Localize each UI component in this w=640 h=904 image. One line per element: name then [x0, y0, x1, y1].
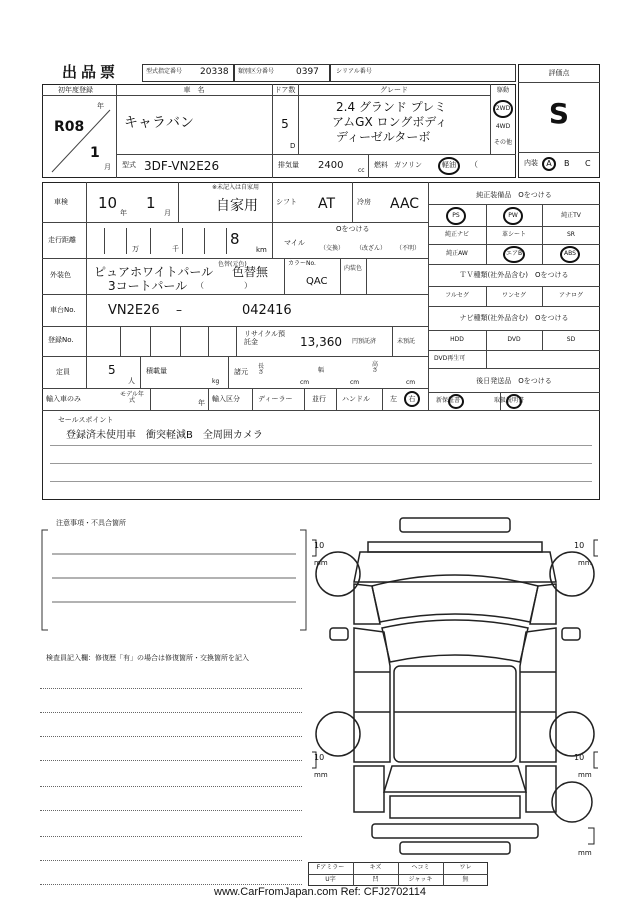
doors-value: 5: [281, 117, 289, 131]
interior-label: 内装: [524, 159, 538, 167]
form-title: 出品票: [62, 63, 120, 81]
legend-r2-c2: 凹: [372, 876, 379, 883]
drive-4wd: 4WD: [495, 123, 511, 130]
shift-value: AT: [318, 196, 336, 212]
width-label: 幅: [318, 367, 325, 374]
inspection-month: 1: [146, 194, 156, 212]
airbag-option: エアB: [505, 250, 523, 257]
oneseg-option: ワンセグ: [501, 292, 526, 299]
drive-other: その他: [493, 139, 512, 146]
wheel-rl-mm: mm: [314, 771, 328, 779]
legend-r1-c3: ヘコミ: [411, 864, 430, 871]
genuine-title: 純正装備品 Oをつける: [476, 191, 552, 199]
interior-color-label: 内装色: [344, 265, 363, 272]
model-value: 3DF-VN2E26: [144, 159, 220, 173]
ps-option: PS: [452, 212, 460, 219]
height-label: 高さ: [372, 361, 379, 374]
chassis-label: 車台No.: [50, 306, 76, 314]
caution-label: 注意事項・不具合箇所: [56, 519, 126, 527]
color-no-value: QAC: [306, 276, 328, 287]
legend-r1-c1: Fアミラー: [316, 864, 345, 871]
handle-left: 左: [390, 395, 397, 403]
category-no-label: 類別区分番号: [238, 68, 275, 75]
mileage-label: 走行距離: [48, 236, 76, 244]
shift-label: シフト: [276, 198, 297, 206]
displacement-label: 排気量: [278, 161, 299, 169]
model-year-label: モデル年式: [120, 391, 144, 404]
grade-line-3: ディーゼルターボ: [336, 130, 431, 144]
navi-option: 純正ナビ: [444, 231, 469, 238]
leather-option: 革シート: [501, 231, 526, 238]
year-unit: 年: [97, 102, 104, 110]
recycle-label: リサイクル預託金: [244, 330, 286, 346]
color-swap-value: 色替無: [232, 265, 269, 279]
mileage-sen: 千: [172, 245, 179, 253]
import-type-label: 輸入区分: [212, 395, 240, 403]
mileage-value: 8: [230, 230, 240, 248]
interior-b: B: [564, 159, 570, 168]
sales-point-label: セールスポイント: [58, 416, 114, 424]
mile-option-unknown: （不明）: [396, 245, 421, 252]
wheel-fl-mm: mm: [314, 559, 328, 567]
rating-value: S: [548, 97, 570, 130]
doors-label: ドア数: [274, 86, 296, 94]
recycle-unpaid: 未預託: [397, 338, 416, 345]
handle-right: 右: [408, 395, 416, 403]
dvd-option: DVD: [507, 336, 521, 343]
interior-c: C: [585, 159, 591, 168]
first-reg-label: 初年度登録: [58, 86, 93, 94]
capacity-label: 定員: [56, 368, 70, 376]
inspection-year: 10: [98, 194, 118, 212]
type-no-label: 型式指定番号: [146, 68, 183, 75]
car-name-label: 車 名: [183, 86, 205, 94]
sales-point-text: 登録済未使用車 衝突軽減B 全周囲カメラ: [66, 430, 263, 441]
dims-label: 諸元: [234, 368, 248, 376]
serial-label: シリアル番号: [336, 68, 372, 75]
chassis-dash: –: [176, 303, 182, 317]
car-damage-diagram: [310, 512, 600, 862]
color-no-label: カラーNo.: [288, 260, 316, 267]
cc-unit: cc: [358, 167, 365, 174]
mile-option-swap: （交換）: [320, 245, 345, 252]
dvd-play-option: DVD再生可: [434, 355, 466, 362]
width-cm: cm: [350, 379, 360, 386]
door-suffix: D: [290, 142, 296, 150]
fuel-label: 燃料: [374, 161, 388, 169]
import-label: 輸入車のみ: [46, 395, 81, 403]
color-swap-note: 色替(元色): [218, 261, 247, 268]
aw-option: 純正AW: [446, 250, 468, 257]
new-warranty-option: 新保証書: [436, 397, 461, 404]
color-label: 外装色: [50, 271, 71, 279]
height-cm: cm: [406, 379, 416, 386]
recycle-value: 13,360: [300, 335, 342, 349]
fuel-gasoline: ガソリン: [394, 161, 422, 169]
category-no-value: 0397: [296, 67, 319, 77]
navi-type-title: ナビ種類(社外品含む) Oをつける: [459, 314, 569, 322]
load-label: 積載量: [146, 367, 167, 375]
inspector-label: 検査員記入欄：修復歴「有」の場合は修復箇所・交換箇所を記入: [46, 654, 249, 662]
legend-r2-c1: U字: [325, 876, 336, 883]
usage-note: ※未記入は自家用: [212, 184, 260, 191]
grade-line-1: 2.4 グランド プレミ: [336, 100, 447, 114]
color-line-2: 3コートパール: [108, 279, 188, 293]
manual-option: 取扱説明書: [494, 397, 525, 404]
inspection-year-unit: 年: [120, 209, 127, 217]
sd-option: SD: [566, 336, 576, 343]
usage-value: 自家用: [216, 198, 258, 214]
registration-label: 登録No.: [48, 336, 74, 344]
mile-label: マイル: [284, 239, 305, 247]
color-line-1: ピュアホワイトパール: [94, 265, 214, 279]
fuel-paren: （: [470, 160, 478, 169]
legend-r2-c4: 無: [462, 876, 469, 883]
tv-option: 純正TV: [561, 212, 581, 219]
recycle-paid: 円預託済: [352, 338, 377, 345]
model-label: 型式: [122, 161, 136, 169]
rating-label: 評価点: [548, 69, 570, 77]
wheel-fl-value: 10: [314, 541, 325, 550]
km-unit: km: [256, 246, 267, 254]
tv-type-title: ＴＶ種類(社外品含む) Oをつける: [459, 271, 569, 279]
chassis-model: VN2E26: [108, 303, 160, 318]
capacity-value: 5: [108, 363, 116, 377]
ac-label: 冷房: [357, 198, 371, 206]
inspection-label: 車検: [54, 198, 68, 206]
type-no-value: 20338: [200, 67, 229, 77]
hdd-option: HDD: [450, 336, 464, 343]
fuel-diesel: 軽油: [442, 161, 456, 169]
kg-unit: kg: [212, 378, 220, 385]
model-year-unit: 年: [198, 399, 205, 407]
legend-r1-c4: ワレ: [459, 864, 472, 871]
length-cm: cm: [300, 379, 310, 386]
displacement-value: 2400: [318, 160, 344, 171]
grade-line-2: アムGX ロングボディ: [332, 115, 448, 129]
interior-a: A: [546, 159, 552, 168]
fullseg-option: フルセグ: [445, 292, 469, 299]
wheel-rl-value: 10: [314, 753, 325, 762]
after-title: 後日発送品 Oをつける: [476, 377, 552, 385]
legend-r1-c2: キズ: [369, 864, 382, 871]
drive-label: 駆動: [496, 87, 509, 94]
spare-mm: mm: [578, 849, 592, 857]
color-paren: （ ）: [196, 281, 252, 290]
caution-box: [38, 526, 310, 634]
inspection-month-unit: 月: [164, 209, 171, 217]
parallel-option: 並行: [312, 395, 326, 403]
chassis-number: 042416: [242, 303, 292, 318]
wheel-fr-value: 10: [574, 541, 585, 550]
wheel-fr-mm: mm: [578, 559, 592, 567]
length-label: 長さ: [258, 363, 265, 376]
pw-option: PW: [508, 212, 518, 219]
wheel-rr-value: 10: [574, 753, 585, 762]
mile-option-tamper: （改ざん）: [356, 245, 387, 252]
ac-value: AAC: [390, 196, 420, 212]
mile-mark-note: Oをつける: [336, 225, 370, 233]
grade-label: グレード: [380, 86, 408, 94]
sr-option: SR: [567, 231, 575, 238]
analog-option: アナログ: [558, 292, 583, 299]
legend-r2-c3: ジャッキ: [408, 876, 433, 883]
watermark: www.CarFromJapan.com Ref: CFJ2702114: [0, 887, 640, 898]
car-name: キャラバン: [124, 115, 194, 131]
month-unit: 月: [104, 163, 111, 171]
mileage-man: 万: [132, 245, 139, 253]
wheel-rr-mm: mm: [578, 771, 592, 779]
first-reg-month: 1: [90, 145, 100, 161]
first-reg-era: R08: [54, 119, 85, 135]
abs-option: ABS: [564, 250, 576, 257]
drive-2wd: 2WD: [495, 105, 511, 112]
handle-label: ハンドル: [342, 395, 370, 403]
person-unit: 人: [128, 377, 135, 385]
dealer-option: ディーラー: [258, 395, 293, 403]
